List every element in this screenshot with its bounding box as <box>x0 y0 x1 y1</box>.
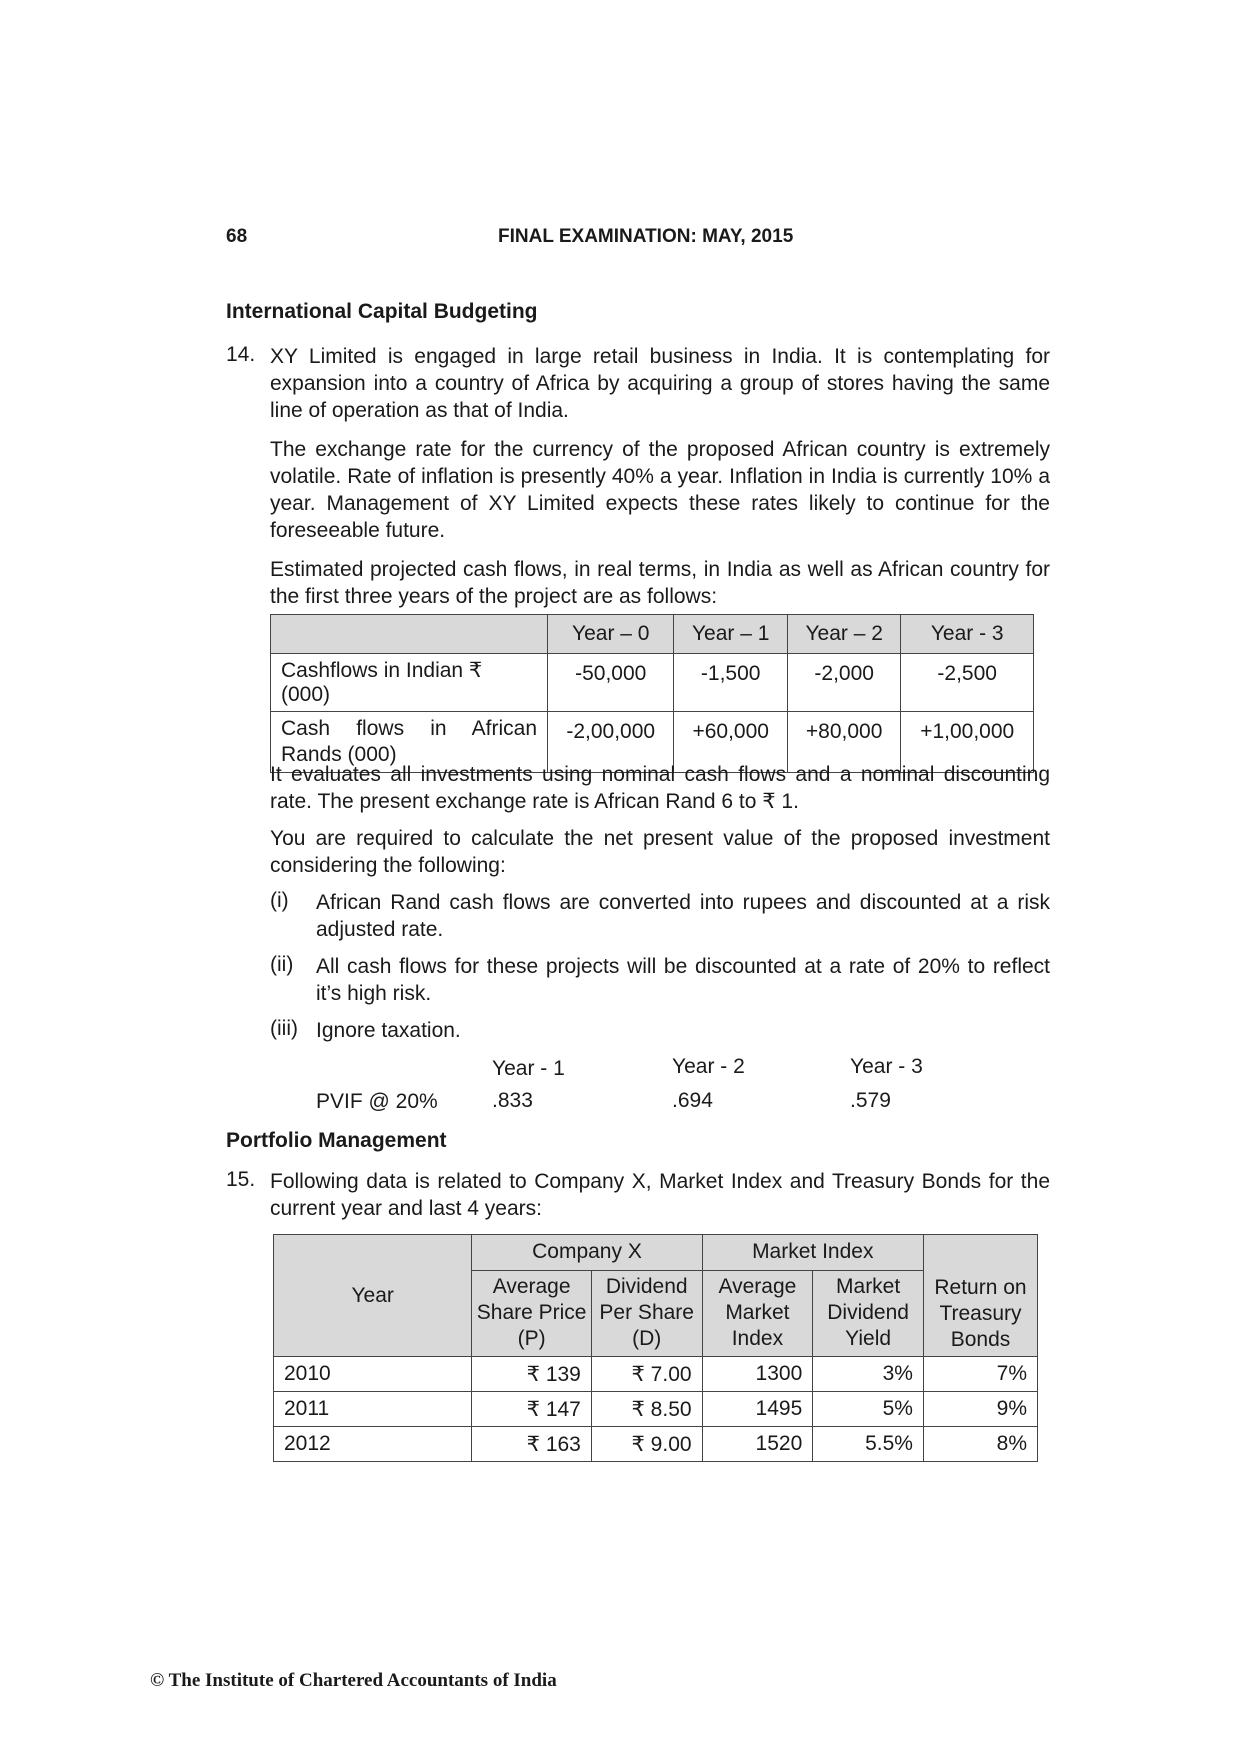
question-14-cash-flow-intro: Estimated projected cash flows, in real terms, in India as well as African country for the first three years of the project are as follows: <box>270 558 1050 608</box>
table-row <box>271 654 1034 712</box>
table-cell: ₹ 9.00 <box>591 1427 702 1462</box>
table-row <box>274 1392 1038 1427</box>
table-cell: 3% <box>813 1357 924 1392</box>
question-15-intro: Following data is related to Company X, Market Index and Treasury Bonds for the current year and last 4 years: <box>270 1170 1050 1220</box>
cash-flow-table <box>270 614 1034 773</box>
table-header-cell: Average Market Index <box>702 1270 813 1356</box>
table-cell: ₹ 7.00 <box>591 1357 702 1392</box>
row-label: Cashflows in Indian ₹ (000) <box>271 654 548 712</box>
table-cell: +60,000 <box>674 712 787 773</box>
question-number-14: 14. <box>226 343 256 366</box>
table-header-cell: Year – 2 <box>787 615 900 654</box>
table-cell: ₹ 163 <box>472 1427 591 1462</box>
page-number: 68 <box>226 226 248 247</box>
table-cell: 7% <box>923 1357 1037 1392</box>
table-header-row <box>271 615 1034 654</box>
item-number: (i) <box>270 889 289 912</box>
table-row <box>274 1357 1038 1392</box>
table-cell: 1520 <box>702 1427 813 1462</box>
table-cell: +1,00,000 <box>901 712 1034 773</box>
pvif-value: .694 <box>672 1089 713 1112</box>
table-cell: 1495 <box>702 1392 813 1427</box>
section-heading-capital-budgeting: International Capital Budgeting <box>226 300 538 323</box>
table-cell: ₹ 147 <box>472 1392 591 1427</box>
table-header-cell: Year <box>274 1235 472 1357</box>
pvif-value: .579 <box>850 1089 891 1112</box>
item-number: (iii) <box>270 1017 298 1040</box>
table-row <box>274 1427 1038 1462</box>
table-cell: 5.5% <box>813 1427 924 1462</box>
table-cell: -2,500 <box>901 654 1034 712</box>
table-cell: 8% <box>923 1427 1037 1462</box>
table-cell: ₹ 139 <box>472 1357 591 1392</box>
table-header-cell: Year – 0 <box>548 615 674 654</box>
table-header-cell: Market Index <box>702 1235 923 1271</box>
table-cell: 2010 <box>274 1357 472 1392</box>
table-cell: ₹ 8.50 <box>591 1392 702 1427</box>
table-header-cell: Average Share Price (P) <box>472 1270 591 1356</box>
row-label: Cash flows in African Rands (000) <box>271 712 548 773</box>
table-cell: 9% <box>923 1392 1037 1427</box>
question-14-evaluation: It evaluates all investments using nominal cash flows and a nominal discounting rate. The present exchange rate is African Rand 6 to ₹ 1. <box>270 763 1050 813</box>
pvif-value: .833 <box>492 1089 533 1112</box>
table-cell: 5% <box>813 1392 924 1427</box>
table-cell: -2,00,000 <box>548 712 674 773</box>
item-text: Ignore taxation. <box>316 1019 461 1042</box>
footer-copyright: © The Institute of Chartered Accountants of India <box>150 1670 557 1691</box>
pvif-label: PVIF @ 20% <box>316 1090 438 1113</box>
table-cell: -2,000 <box>787 654 900 712</box>
pvif-year-label: Year - 3 <box>850 1055 923 1078</box>
item-number: (ii) <box>270 953 294 976</box>
table-cell: 1300 <box>702 1357 813 1392</box>
table-header-cell: Company X <box>472 1235 702 1271</box>
question-14-requirement: You are required to calculate the net present value of the proposed investment considering the following: <box>270 827 1050 877</box>
table-header-row <box>274 1235 1038 1271</box>
table-cell: +80,000 <box>787 712 900 773</box>
table-header-cell: Return on Treasury Bonds <box>923 1235 1037 1357</box>
table-cell: -50,000 <box>548 654 674 712</box>
question-14-intro: XY Limited is engaged in large retail business in India. It is contemplating for expansion into a country of Africa by acquiring a group of stores having the same line of operation as that of India. <box>270 345 1050 422</box>
portfolio-data-table <box>273 1234 1038 1462</box>
table-cell: -1,500 <box>674 654 787 712</box>
table-cell: 2012 <box>274 1427 472 1462</box>
section-heading-portfolio-management: Portfolio Management <box>226 1129 447 1152</box>
table-header-cell: Dividend Per Share (D) <box>591 1270 702 1356</box>
question-14-exchange-rate: The exchange rate for the currency of the proposed African country is extremely volatile. Rate of inflation is presently 40% a year. Inflation in India is currently 10% a year. Management of XY Limited expects these rates likely to continue for the foreseeable future. <box>270 438 1050 542</box>
table-header-cell: Year - 3 <box>901 615 1034 654</box>
question-number-15: 15. <box>226 1168 256 1191</box>
table-header-cell: Market Dividend Yield <box>813 1270 924 1356</box>
table-cell: 2011 <box>274 1392 472 1427</box>
item-text: African Rand cash flows are converted into rupees and discounted at a risk adjusted rate. <box>316 891 1050 941</box>
running-header: FINAL EXAMINATION: MAY, 2015 <box>498 226 794 247</box>
table-header-cell: Year – 1 <box>674 615 787 654</box>
pvif-year-label: Year - 1 <box>492 1057 565 1080</box>
table-header-cell <box>271 615 548 654</box>
item-text: All cash flows for these projects will be discounted at a rate of 20% to reflect it’s high risk. <box>316 955 1050 1005</box>
pvif-year-label: Year - 2 <box>672 1055 745 1078</box>
